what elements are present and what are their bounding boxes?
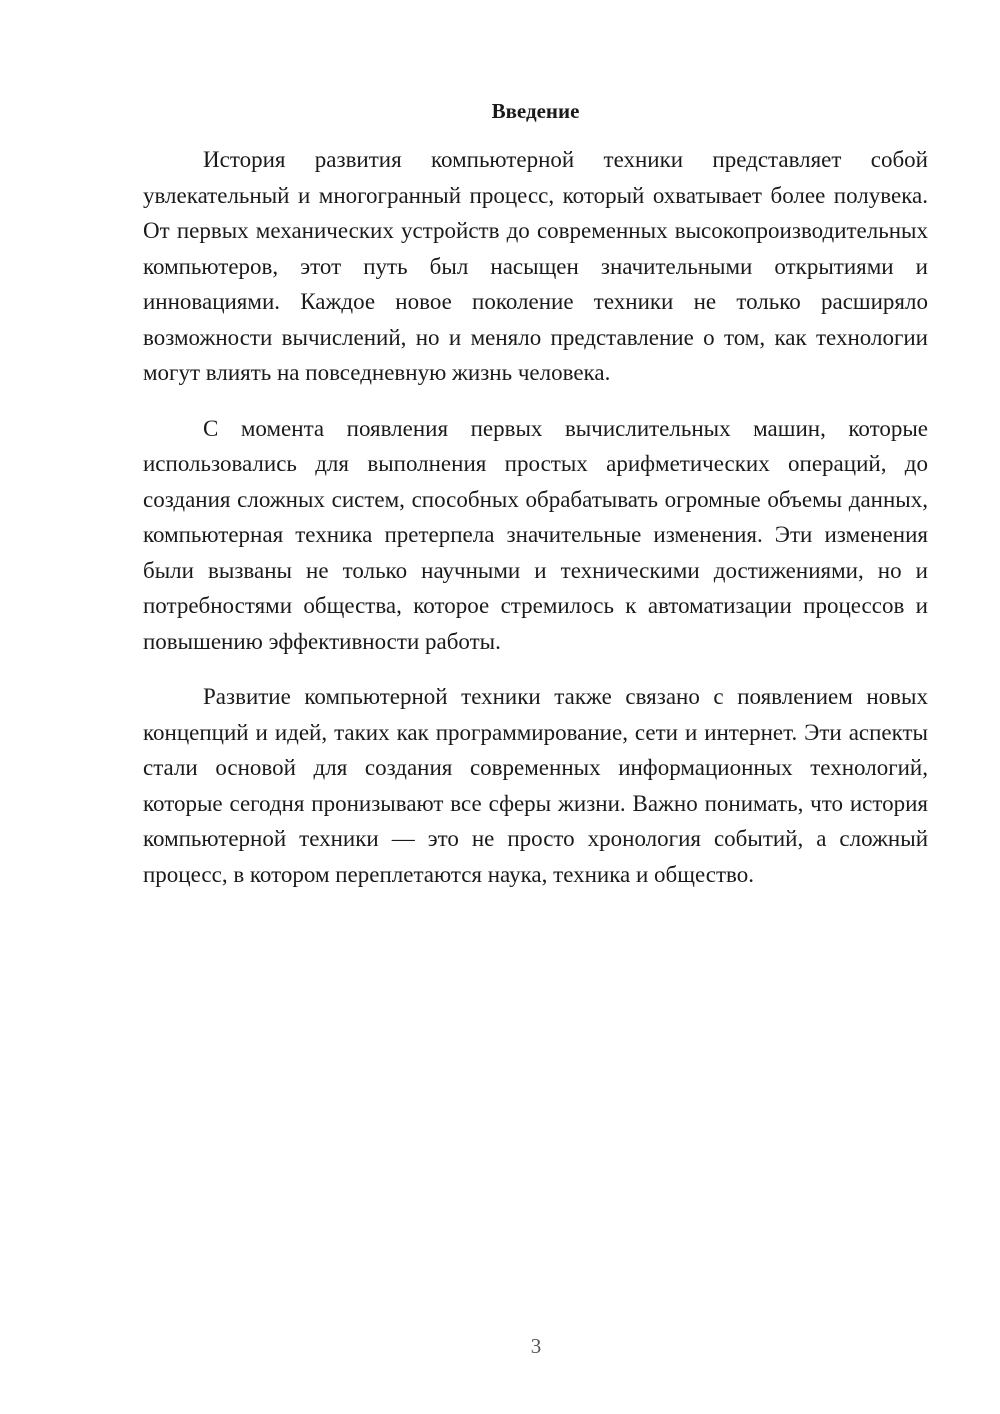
section-heading: Введение [491,99,580,123]
paragraph-1: История развития компьютерной техники представляет собой увлекательный и многогранный процесс, который охватывает более полувека. От первых механических устройств до современных высокопроизводительных компьютеров, этот путь был насыщен значительными открытиями и инновациями. Каждое новое поколение техники не только расширяло возможности вычислений, но и меняло представление о том, как технологии могут влиять на повседневную жизнь человека. [143,147,928,385]
page-number: 3 [530,1334,542,1358]
paragraph-3: Развитие компьютерной техники также связано с появлением новых концепций и идей, таких как программирование, сети и интернет. Эти аспекты стали основой для создания современных информационных технологий, которые сегодня пронизывают все сферы жизни. Важно понимать, что история компьютерной техники — это не просто хронология событий, а сложный процесс, в котором переплетаются наука, техника и общество. [143,684,928,887]
body-text [143,142,928,892]
paragraph-2: С момента появления первых вычислительных машин, которые использовались для выполнения простых арифметических операций, до создания сложных систем, способных обрабатывать огромные объемы данных, компьютерная техника претерпела значительные изменения. Эти изменения были вызваны не только научными и техническими достижениями, но и потребностями общества, которое стремилось к автоматизации процессов и повышению эффективности работы. [143,415,928,654]
